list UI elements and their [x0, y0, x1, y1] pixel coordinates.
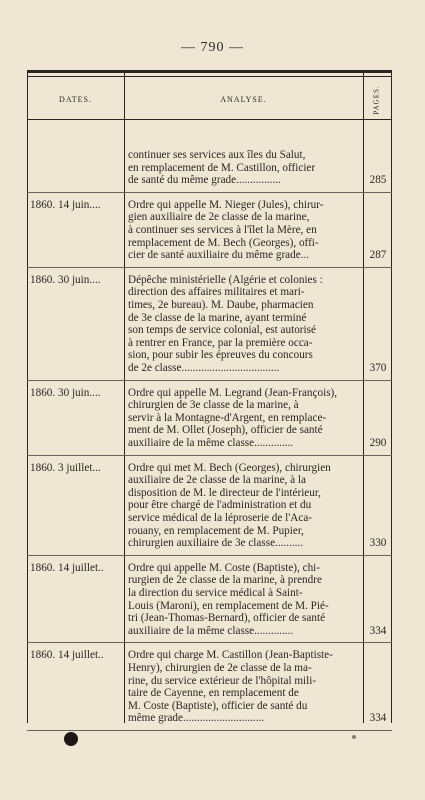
entry-text-line: Ordre qui met M. Bech (Georges), chirurgien	[128, 461, 331, 474]
table-border-right	[391, 73, 392, 723]
entry-text-line: chirurgien de 3e classe de la marine, à	[128, 399, 299, 412]
entry-date: 1860. 3 juillet...	[30, 461, 101, 474]
entry-text-line: servir à la Montagne-d'Argent, en remplace-	[128, 411, 327, 424]
row-separator	[27, 730, 392, 731]
entry-text-line: pour être chargé de l'administration et du	[128, 499, 312, 512]
entry-text-line: même grade.............................	[128, 712, 265, 725]
paper-speck	[352, 735, 356, 739]
entry-analyse	[128, 649, 360, 725]
entry-text-line: Louis (Maroni), en remplacement de M. Pié-	[128, 599, 329, 612]
entry-date: 1860. 14 juillet..	[30, 561, 104, 574]
entry-page-ref: 287	[369, 249, 387, 262]
entry-text-line: cier de santé auxiliaire du même grade...	[128, 249, 310, 262]
entry-text-line: chirurgien auxiliaire de 3e classe..........	[128, 537, 304, 550]
entry-text-line: continuer ses services aux îles du Salut,	[128, 149, 306, 161]
entry-page-ref: 330	[369, 537, 387, 550]
entry-text-line: Ordre qui appelle M. Nieger (Jules), chirur-	[128, 198, 324, 211]
column-header-pages	[363, 81, 391, 119]
header-divider	[27, 119, 392, 120]
entry-text-line: la direction du service médical à Saint-	[128, 586, 303, 599]
entry-date: 1860. 30 juin....	[30, 273, 101, 286]
row-separator	[27, 267, 392, 268]
entry-analyse	[128, 274, 360, 375]
entry-text-line: auxiliaire de 2e classe de la marine, à la	[128, 474, 306, 487]
entry-page-ref: 285	[369, 174, 387, 187]
row-separator	[27, 555, 392, 556]
table-border-left	[27, 73, 28, 723]
entry-analyse	[128, 387, 360, 450]
entry-text-line: direction des affaires militaires et mari-	[128, 286, 305, 299]
entry-text-line: taire de Cayenne, en remplacement de	[128, 687, 299, 700]
entry-page-ref: 290	[369, 436, 387, 449]
entry-text-line: Ordre qui charge M. Castillon (Jean-Baptiste-	[128, 649, 333, 662]
entry-text-line: Ordre qui appelle M. Legrand (Jean-François),	[128, 386, 338, 399]
column-header-analyse: ANALYSE.	[220, 95, 267, 104]
index-table	[27, 70, 392, 723]
entry-date: 1860. 14 juin....	[30, 198, 101, 211]
entry-text-line: Dépêche ministérielle (Algérie et colonies :	[128, 273, 323, 286]
entry-text-line: rurgien de 2e classe de la marine, à prendre	[128, 574, 322, 587]
entry-text-line: disposition de M. le directeur de l'intérieur,	[128, 486, 321, 499]
entry-text-line: tri (Jean-Thomas-Bernard), officier de santé	[128, 612, 326, 625]
entry-text-line: service médical de la léproserie de l'Aca-	[128, 511, 313, 524]
entry-text-line: son temps de service colonial, est autorisé	[128, 324, 316, 337]
row-separator	[27, 642, 392, 643]
row-separator	[27, 455, 392, 456]
entry-text-line: remplacement de M. Bech (Georges), offi-	[128, 236, 319, 249]
column-divider-dates	[124, 73, 125, 723]
column-header-dates: DATES.	[59, 95, 92, 104]
entry-text-line: de 3e classe de la marine, ayant terminé	[128, 311, 307, 324]
row-separator	[27, 380, 392, 381]
entry-analyse	[128, 562, 360, 638]
entry-analyse	[128, 149, 360, 187]
entry-text-line: rine, du service extérieur de l'hôpital mili-	[128, 674, 317, 687]
entry-text-line: de santé du même grade................	[128, 174, 281, 187]
entry-text-line: auxiliaire de la même classe..............	[128, 436, 294, 449]
entry-text-line: sion, pour subir les épreuves du concours	[128, 349, 313, 362]
entry-text-line: de 2e classe...................................	[128, 361, 280, 374]
column-header-pages-label: PAGES.	[373, 85, 381, 115]
entry-page-ref: 334	[369, 624, 387, 637]
entry-text-line: Ordre qui appelle M. Coste (Baptiste), chi-	[128, 561, 321, 574]
entry-text-line: Henry), chirurgien de 2e classe de la ma-	[128, 661, 312, 674]
entry-page-ref: 370	[369, 361, 387, 374]
entry-text-line: à continuer ses services à l'îlet la Mère, en	[128, 223, 317, 236]
entry-text-line: rouany, en remplacement de M. Pupier,	[128, 524, 304, 537]
ink-stain	[64, 732, 78, 746]
entry-analyse	[128, 462, 360, 550]
entry-text-line: ment de M. Ollet (Joseph), officier de santé	[128, 424, 323, 437]
page-number: — 790 —	[181, 40, 244, 55]
entry-text-line: gien auxiliaire de 2e classe de la marine,	[128, 211, 310, 224]
entry-text-line: auxiliaire de la même classe..............	[128, 624, 294, 637]
entry-text-line: times, 2e bureau). M. Daube, pharmacien	[128, 298, 314, 311]
entry-analyse	[128, 199, 360, 262]
entry-date: 1860. 30 juin....	[30, 386, 101, 399]
row-separator	[27, 192, 392, 193]
entry-text-line: en remplacement de M. Castillon, officier	[128, 161, 316, 174]
entry-text-line: à rentrer en France, par la première occa-	[128, 336, 313, 349]
entry-date: 1860. 14 juillet..	[30, 649, 104, 662]
entry-text-line: M. Coste (Baptiste), officier de santé du	[128, 699, 308, 712]
column-divider-analyse	[363, 73, 364, 723]
entry-page-ref: 334	[369, 712, 387, 725]
